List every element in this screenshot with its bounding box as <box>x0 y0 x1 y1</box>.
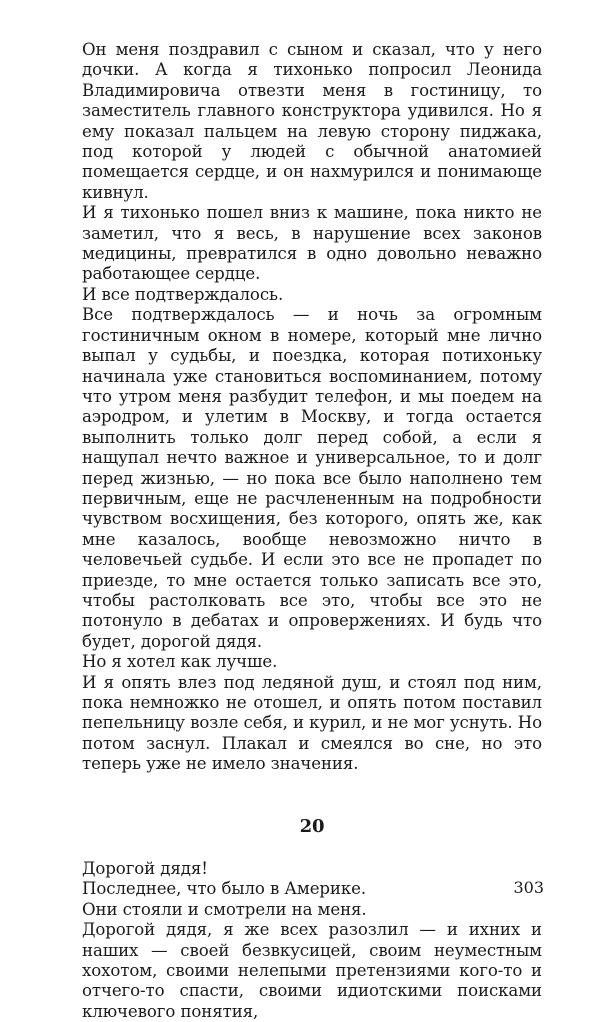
paragraph: Дорогой дядя, я же всех разозлил — и ихних и наших — своей безвкусицей, своим неуместным хохотом, своими нелепыми претензиями кого-то и отчего-то спасти, своими идиотскими поисками ключевого понятия, <box>82 920 542 1021</box>
paragraph: И я тихонько пошел вниз к машине, пока никто не заметил, что я весь, в нарушение всех законов медицины, превратился в одно довольно неважно работающее сердце. <box>82 203 542 284</box>
paragraph: Последнее, что было в Америке. <box>82 879 367 899</box>
paragraph: Дорогой дядя! <box>82 859 208 879</box>
paragraph: И все подтверждалось. <box>82 284 284 304</box>
chapter-heading: 20 <box>299 815 325 837</box>
paragraph: Они стояли и смотрели на меня. <box>82 899 367 919</box>
paragraph: Но я хотел как лучше. <box>82 652 278 672</box>
page-number: 303 <box>513 878 544 897</box>
paragraph: Все подтверждалось — и ночь за огромным гостиничным окном в номере, который мне лично выпал у судьбы, и поездка, которая потихоньку начинала уже становиться воспоминанием, потому что утром меня разбудит телефон, и мы поедем на аэродром, и улетим в Москву, и тогда остается выполнить только долг перед собой, а если я нащупал нечто важное и универсальное, то и долг перед жизнью, — но пока все было наполнено тем первичным, еще не расчлененным на подробности чувством восхищения, без которого, опять же, как мне казалось, вообще невозможно ничто в человечьей судьбе. И если это все не пропадет по приезде, то мне остается только записать все это, чтобы растолковать все это, чтобы все это не потонуло в дебатах и опровержениях. И будь что будет, дорогой дядя. <box>82 305 542 651</box>
page-body <box>82 40 542 1022</box>
paragraph: Он меня поздравил с сыном и сказал, что у него дочки. А когда я тихонько попросил Леонида Владимировича отвезти меня в гостиницу, то заместитель главного конструктора удивился. Но я ему показал пальцем на левую сторону пиджака, под которой у людей с обычной анатомией помещается сердце, и он нахмурился и понимающе кивнул. <box>82 40 542 202</box>
paragraph: И я опять влез под ледяной душ, и стоял под ним, пока немножко не отошел, и опять потом поставил пепельницу возле себя, и курил, и не мог уснуть. Но потом заснул. Плакал и смеялся во сне, но это теперь уже не имело значения. <box>82 672 542 774</box>
